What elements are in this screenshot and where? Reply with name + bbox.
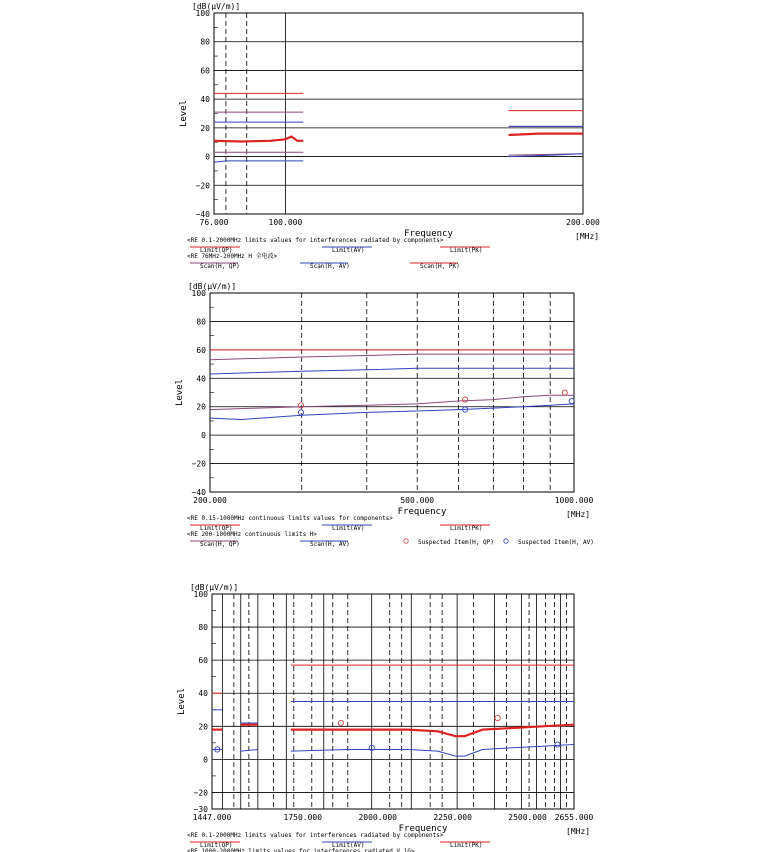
chart-3 [177, 583, 594, 852]
series-scan-av [241, 750, 258, 752]
x-unit-label: [MHz] [566, 827, 591, 836]
series-limit-av [210, 368, 574, 374]
legend-item-label: Limit(PK) [450, 842, 483, 849]
y-tick-label: −40 [191, 488, 206, 497]
x-tick-label: 76.000 [199, 218, 229, 227]
y-tick-label: 0 [203, 755, 208, 765]
x-tick-label: 200.000 [566, 218, 600, 227]
y-tick-label: 40 [200, 95, 210, 105]
series-scan-pk [214, 137, 303, 142]
y-tick-label: −20 [193, 788, 208, 798]
y-axis-label: Level [177, 687, 187, 716]
y-tick-label: 20 [196, 402, 206, 412]
x-tick-label: 2655.000 [554, 813, 594, 822]
legend-item-label: Limit(PK) [450, 525, 483, 532]
y-tick-label: −20 [191, 459, 206, 469]
series-scan-pk [509, 134, 583, 135]
x-axis-label: Frequency [397, 507, 447, 517]
legend-header-2: <RE 76MHz-200MHz H 全电波> [187, 253, 278, 260]
y-tick-label: 80 [200, 37, 210, 47]
y-unit-label: [dB(μV/m)] [190, 583, 239, 592]
y-tick-label: 100 [191, 289, 206, 298]
legend-item-label: Limit(AV) [332, 247, 365, 254]
legend-item-label: Limit(QP) [200, 842, 233, 849]
x-tick-label: 2000.000 [358, 813, 397, 822]
x-tick-label: 2500.000 [508, 813, 547, 822]
legend-item-label: Limit(AV) [332, 525, 365, 532]
y-tick-label: 0 [205, 152, 210, 162]
legend-item-label: Suspected Item(H, QP) [418, 539, 494, 546]
legend-item-label: Limit(QP) [200, 247, 233, 254]
series-scan-av [210, 404, 574, 420]
chart-2 [175, 282, 594, 548]
plot-frame [214, 13, 583, 214]
marker-susp-qp [463, 397, 468, 402]
legend-marker [404, 539, 408, 543]
legend-header-2: <RE 200-1000MHz continuous limits H> [187, 531, 318, 538]
x-unit-label: [MHz] [575, 232, 600, 241]
y-unit-label: [dB(μV/m)] [188, 282, 237, 291]
legend-header-1: <RE 0.1-2000MHz limits values for interferences radiated by components> [187, 237, 444, 244]
x-axis-label: Frequency [398, 824, 448, 834]
y-axis-label: Level [179, 99, 189, 128]
y-tick-label: 60 [196, 345, 206, 355]
legend-item-label: Scan(H, AV) [310, 541, 350, 548]
marker-susp-pk [338, 720, 343, 725]
legend-item-label: Scan(H, AV) [310, 263, 350, 270]
chart-1 [179, 2, 600, 270]
x-tick-label: 200.000 [193, 496, 227, 505]
legend-header-1: <RE 0.15-1000MHz continuous limits values for components> [187, 515, 393, 522]
y-tick-label: 60 [198, 656, 208, 666]
y-tick-label: 100 [193, 590, 208, 599]
series-scan-qp [210, 395, 574, 409]
y-tick-label: 60 [200, 66, 210, 76]
legend-item-label: Limit(AV) [332, 842, 365, 849]
marker-susp-pk [495, 715, 500, 720]
legend-header-1: <RE 0.1-2000MHz limits values for interferences radiated by components> [187, 832, 444, 839]
series-scan-av [291, 745, 574, 757]
y-tick-label: −20 [195, 181, 210, 191]
y-tick-label: 40 [198, 689, 208, 699]
y-axis-label: Level [175, 378, 185, 407]
x-axis-label: Frequency [404, 229, 453, 239]
series-scan-av [214, 161, 303, 162]
x-tick-label: 1447.000 [192, 813, 232, 822]
y-tick-label: 40 [196, 374, 206, 384]
legend-item-label: Scan(H, QP) [200, 263, 240, 270]
x-tick-label: 2250.000 [433, 813, 472, 822]
marker-susp-av [555, 742, 560, 747]
x-tick-label: 1750.000 [283, 813, 323, 822]
y-tick-label: 100 [195, 9, 210, 18]
x-tick-label: 500.000 [400, 496, 435, 505]
plot-frame [210, 293, 574, 492]
marker-susp-qp [562, 390, 567, 395]
x-unit-label: [MHz] [566, 510, 591, 519]
legend-header-2: <RE 1000-2000MHz limits values for interferences radiated V 1G> [187, 848, 415, 852]
y-tick-label: 0 [201, 431, 206, 441]
legend-marker [504, 539, 508, 543]
legend-item-label: Limit(QP) [200, 525, 233, 532]
y-tick-label: −30 [193, 805, 208, 814]
legend-item-label: Limit(PK) [450, 247, 483, 254]
y-tick-label: 20 [198, 722, 208, 732]
legend-item-label: Suspected Item(H, AV) [518, 539, 594, 546]
x-tick-label: 1000.000 [554, 496, 594, 505]
x-tick-label: 100.000 [268, 218, 303, 227]
legend-item-label: Scan(H, PK) [420, 263, 460, 270]
series-limit-qp [210, 354, 574, 360]
y-tick-label: 80 [198, 623, 208, 633]
y-unit-label: [dB(μV/m)] [192, 2, 241, 11]
legend-item-label: Scan(H, QP) [200, 541, 240, 548]
marker-susp-av [298, 410, 303, 415]
y-tick-label: 80 [196, 317, 206, 327]
y-tick-label: 20 [200, 123, 210, 133]
y-tick-label: −40 [195, 210, 210, 219]
